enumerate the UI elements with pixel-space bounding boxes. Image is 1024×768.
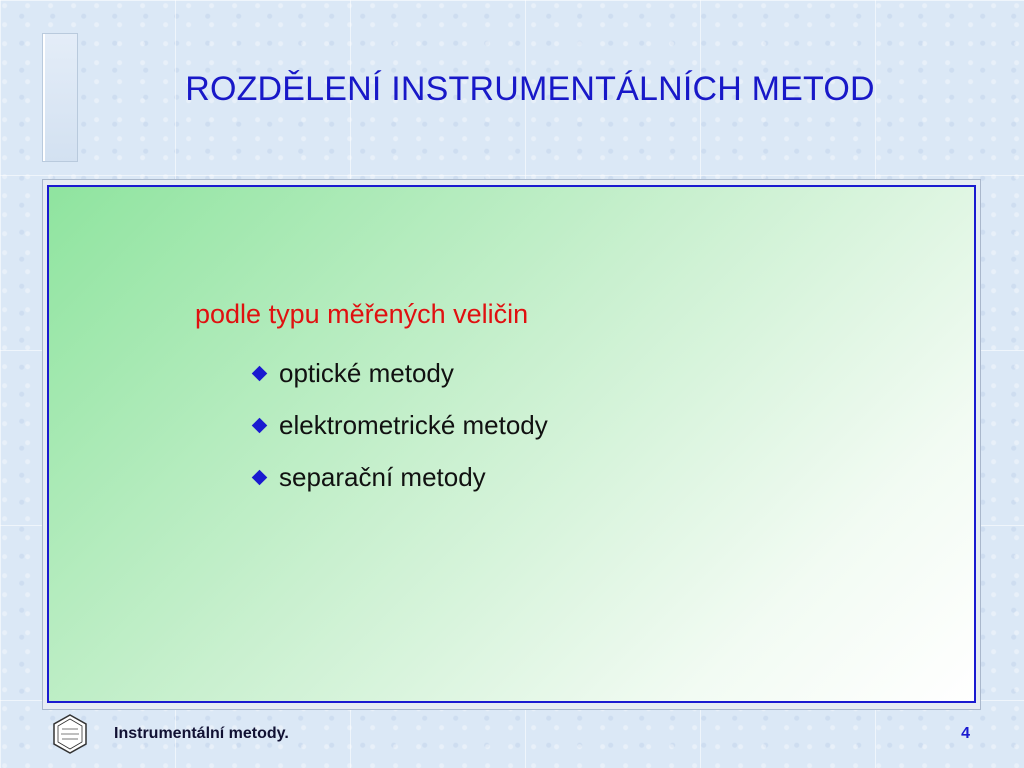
bullet-item bbox=[251, 451, 548, 503]
bullet-text: optické metody bbox=[279, 357, 454, 388]
bullet-item bbox=[251, 347, 548, 399]
bullet-item bbox=[251, 399, 548, 451]
bullet-text: elektrometrické metody bbox=[279, 409, 548, 440]
bullet-text: separační metody bbox=[279, 461, 486, 492]
diamond-bullet-icon bbox=[252, 469, 268, 485]
university-seal-icon bbox=[52, 714, 88, 754]
bullet-list bbox=[251, 347, 548, 503]
footer-text: Instrumentální metody. bbox=[114, 725, 289, 742]
content-panel bbox=[47, 185, 976, 703]
diamond-bullet-icon bbox=[252, 417, 268, 433]
slide-title: ROZDĚLENÍ INSTRUMENTÁLNÍCH METOD bbox=[185, 70, 875, 108]
page-number: 4 bbox=[961, 725, 970, 742]
diamond-bullet-icon bbox=[252, 365, 268, 381]
content-frame bbox=[42, 179, 981, 710]
section-heading: podle typu měřených veličin bbox=[195, 299, 529, 329]
